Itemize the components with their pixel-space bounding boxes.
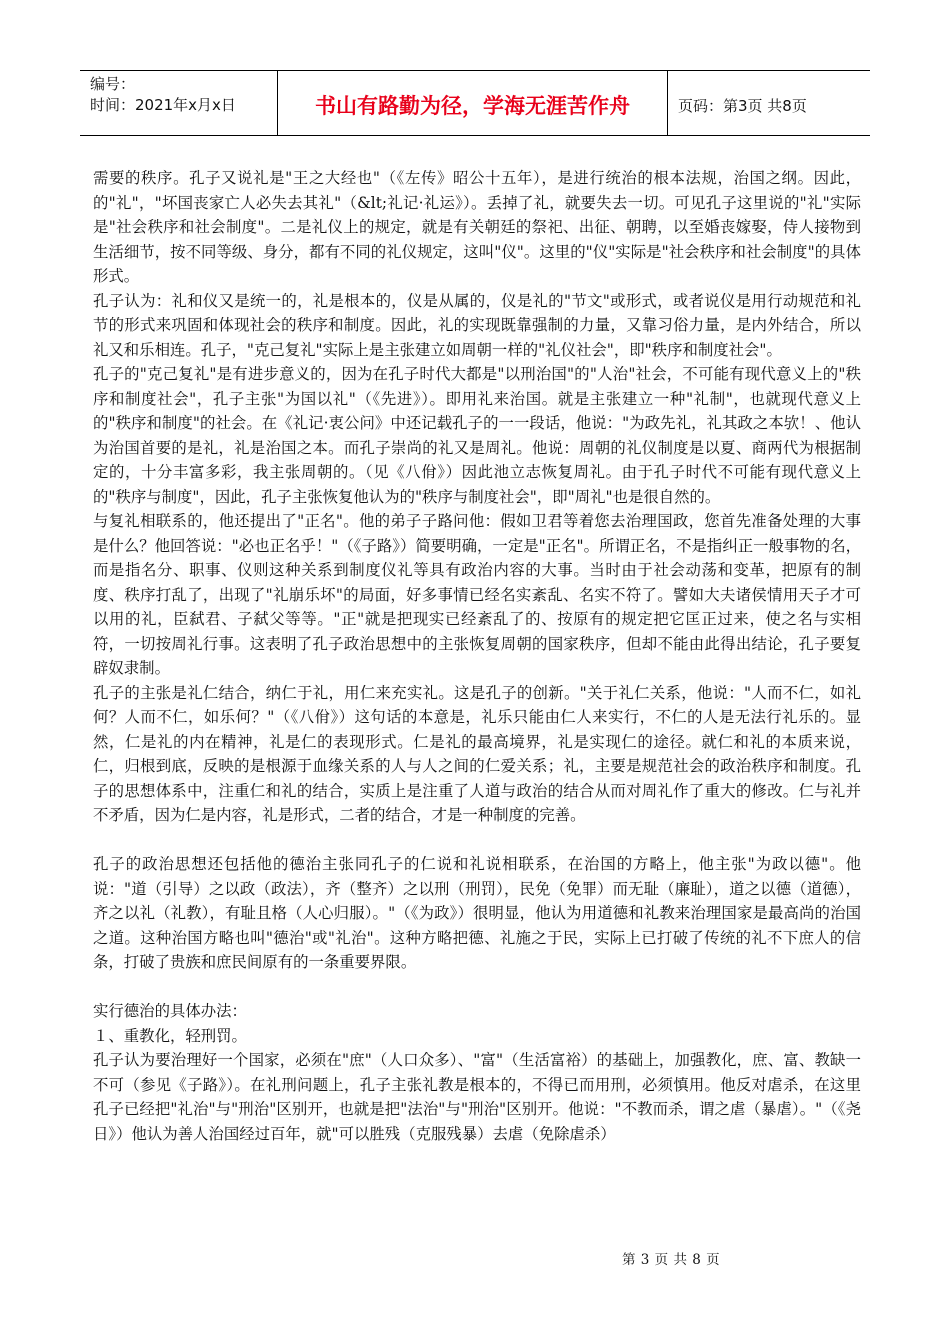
paragraph-1: 需要的秩序。孔子又说礼是"王之大经也"（《左传》昭公十五年），是进行统治的根本法规，治国之纲。因此，的"礼"，"坏国丧家亡人必失去其礼"（&lt;礼记·礼运》）。丢掉了礼，就要失去一切。可见孔子这里说的"礼"实际是"社会秩序和社会制度"。二是礼仪上的规定，就是有关朝廷的祭祀、出征、朝聘，以至婚丧嫁娶，侍人接物到生活细节，按不同等级、身分，都有不同的礼仪规定，这叫"仪"。这里的"仪"实际是"社会秩序和社会制度"的具体形式。 bbox=[93, 169, 861, 285]
paragraph-7: 实行德治的具体办法： bbox=[93, 1002, 247, 1020]
list-item-1-heading: １、重教化，轻刑罚。 bbox=[93, 1026, 247, 1045]
document-number-label: 编号： bbox=[90, 75, 136, 93]
paragraph-4: 与复礼相联系的，他还提出了"正名"。他的弟子子路问他：假如卫君等着您去治理国政，您首先准备处理的大事是什么？他回答说："必也正名乎！"（《子路》）简要明确，一定是"正名"。所谓正名，不是指纠正一般事物的名，而是指名分、职事、仪则这种关系到制度仪礼等具有政治内容的大事。当时由于社会动荡和变革，把原有的制度、秩序打乱了，出现了"礼崩乐坏"的局面，好多事情已经名实紊乱、名实不符了。譬如大夫诸侯情用天子才可以用的礼，臣弑君、子弑父等等。"正"就是把现实已经紊乱了的、按原有的规定把它匡正过来，使之名与实相符，一切按周礼行事。这表明了孔子政治思想中的主张恢复周朝的国家秩序，但却不能由此得出结论，孔子要复辟奴隶制。 bbox=[93, 512, 861, 677]
header-meta bbox=[80, 71, 278, 135]
paragraph-2: 孔子认为：礼和仪又是统一的，礼是根本的，仪是从属的，仪是礼的"节文"或形式，或者说仪是用行动规范和礼节的形式来巩固和体现社会的秩序和制度。因此，礼的实现既靠强制的力量，又靠习俗力量，是内外结合，所以礼又和乐相连。孔子，"克己复礼"实际上是主张建立如周朝一样的"礼仪社会"，即"秩序和制度社会"。 bbox=[93, 291, 861, 359]
header-motto: 书山有路勤为径，学海无涯苦作舟 bbox=[278, 71, 668, 135]
page-footer: 第 3 页 共 8 页 bbox=[622, 1252, 721, 1268]
paragraph-8: 孔子认为要治理好一个国家，必须在"庶"（人口众多）、"富"（生活富裕）的基础上，加强教化，庶、富、教缺一不可（参见《子路》）。在礼刑问题上，孔子主张礼教是根本的，不得已而用刑，必须慎用。他反对虐杀，在这里孔子已经把"礼治"与"刑治"区别开，也就是把"法治"与"刑治"区别开。他说："不教而杀，谓之虐（暴虐）。"（《尧日》）他认为善人治国经过百年，就"可以胜残（克服残暴）去虐（免除虐杀） bbox=[93, 1051, 861, 1143]
document-time-label: 时间：2021年x月x日 bbox=[90, 96, 236, 114]
paragraph-6: 孔子的政治思想还包括他的德治主张同孔子的仁说和礼说相联系，在治国的方略上，他主张"为政以德"。他说："道（引导）之以政（政法），齐（整齐）之以刑（刑罚），民免（免罪）而无耻（廉耻），道之以德（道德），齐之以礼（礼教），有耻且格（人心归服）。"（《为政》）很明显，他认为用道德和礼教来治理国家是最高尚的治国之道。这种治国方略也叫"德治"或"礼治"。这种方略把德、礼施之于民，实际上已打破了传统的礼不下庶人的信条，打破了贵族和庶民间原有的一条重要界限。 bbox=[93, 855, 861, 971]
paragraph-5: 孔子的主张是礼仁结合，纳仁于礼，用仁来充实礼。这是孔子的创新。"关于礼仁关系，他说："人而不仁，如礼何？人而不仁，如乐何？"（《八佾》）这句话的本意是，礼乐只能由仁人来实行，不仁的人是无法行礼乐的。显然，仁是礼的内在精神，礼是仁的表现形式。仁是礼的最高境界，礼是实现仁的途径。就仁和礼的本质来说，仁，归根到底，反映的是根源于血缘关系的人与人之间的仁爱关系；礼，主要是规范社会的政治秩序和制度。孔子的思想体系中，注重仁和礼的结合，实质上是注重了人道与政治的结合从而对周礼作了重大的修改。仁与礼并不矛盾，因为仁是内容，礼是形式，二者的结合，才是一种制度的完善。 bbox=[93, 683, 861, 824]
header-page-number: 页码：第3页 共8页 bbox=[678, 96, 807, 115]
paragraph-3: 孔子的"克己复礼"是有进步意义的，因为在孔子时代大都是"以刑治国"的"人治"社会，不可能有现代意义上的"秩序和制度社会"，孔子主张"为国以礼"（《先进》）。即用礼来治国。就是主张建立一种"礼制"，也就现代意义上的"秩序和制度"的社会。在《礼记·衷公问》中还记载孔子的一一段话，他说："为政先礼，礼其政之本欤！、他认为治国首要的是礼，礼是治国之本。而孔子崇尚的礼又是周礼。他说：周朝的礼仪制度是以夏、商两代为根据制定的，十分丰富多彩，我主张周朝的。（见《八佾》）因此池立志恢复周礼。由于孔子时代不可能有现代意义上的"秩序与制度"，因此，孔子主张恢复他认为的"秩序与制度社会"，即"周礼"也是很自然的。 bbox=[93, 365, 861, 506]
document-body bbox=[93, 166, 861, 1146]
page-header bbox=[80, 70, 870, 136]
